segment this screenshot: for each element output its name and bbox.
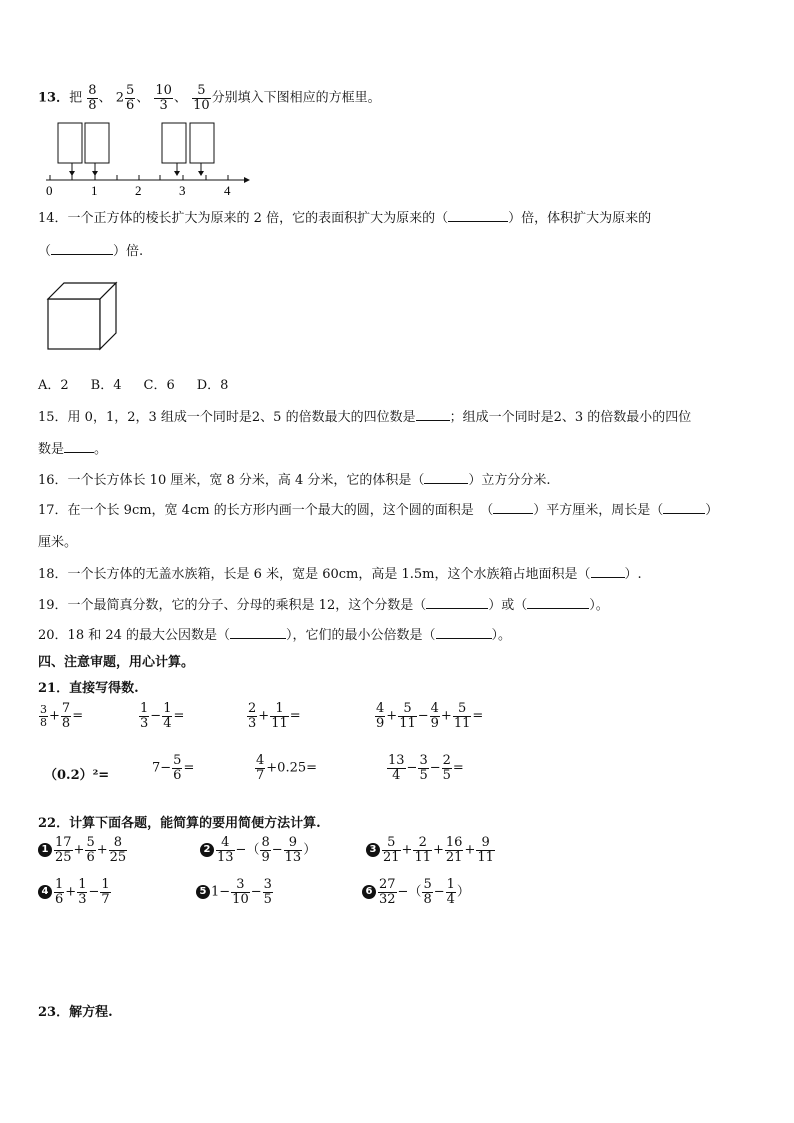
answer-box-4[interactable] — [190, 123, 214, 163]
q13-text: 13．把 $\frac{8}{8}$ 、 2 $\frac{5}{6}$ 、 $\frac{10}{3}$ 、 $\frac{5}{10}$ 分别填入下图相应的方框里。 — [38, 83, 381, 113]
q21-p6: 7− $\frac{5}{6}$ = — [152, 753, 195, 783]
q14-options — [38, 374, 250, 393]
circled-4: 4 — [38, 885, 52, 899]
q21-p7: $\frac{4}{7}$ +0.25= — [256, 753, 318, 783]
tick-1: 1 — [91, 183, 98, 198]
option-d[interactable]: D．8 — [196, 378, 229, 393]
q22-e1: 1 $\frac{17}{25}$ + $\frac{5}{6}$ + $\frac{8}{25}$ — [38, 836, 128, 864]
q14-line2: （ ）倍. — [38, 244, 144, 259]
q15-line2: 数是 。 — [38, 442, 108, 457]
number-line-figure — [38, 118, 258, 198]
q21-p2: $\frac{1}{3}$ − $\frac{1}{4}$ = — [140, 701, 185, 731]
q15-line1: 15．用 0，1，2，3 组成一个同时是2、5 的倍数最大的四位数是 ；组成一个同时是2、3 的倍数最小的四位 — [38, 410, 692, 425]
circled-6: 6 — [362, 885, 376, 899]
q18: 18．一个长方体的无盖水族箱，长是 6 米，宽是 60cm，高是 1.5m，这个水族箱占地面积是（ ）. — [38, 567, 642, 582]
q18-blank[interactable] — [591, 577, 625, 578]
q17-line2: 厘米。 — [38, 535, 78, 550]
q20-blank-1[interactable] — [230, 638, 286, 639]
tick-3: 3 — [179, 183, 186, 198]
q22-e4: 4 $\frac{1}{6}$ + $\frac{1}{3}$ − $\frac{1}{7}$ — [38, 878, 112, 906]
answer-box-1[interactable] — [58, 123, 82, 163]
q21-p1: $\frac{3}{8}$ + $\frac{7}{8}$ = — [40, 701, 84, 731]
q15-blank-2[interactable] — [64, 452, 94, 453]
answer-box-3[interactable] — [162, 123, 186, 163]
q21-p4: $\frac{4}{9}$ + $\frac{5}{11}$ − $\frac{4}{9}$ + $\frac{5}{11}$ = — [376, 701, 484, 731]
q16-blank[interactable] — [424, 483, 468, 484]
q21-p5: （0.2）²= — [44, 768, 110, 783]
q17-blank-2[interactable] — [663, 513, 705, 514]
tick-4: 4 — [224, 183, 231, 198]
q22-title: 22．计算下面各题，能简算的要用简便方法计算. — [38, 816, 321, 831]
tick-0: 0 — [46, 183, 53, 198]
circled-2: 2 — [200, 843, 214, 857]
option-b[interactable]: B．4 — [90, 378, 122, 393]
circled-5: 5 — [196, 885, 210, 899]
q14-blank-2[interactable] — [51, 254, 113, 255]
q16: 16．一个长方体长 10 厘米，宽 8 分米，高 4 分米，它的体积是（ ）立方分分米. — [38, 473, 551, 488]
q22-e5: 5 1− $\frac{3}{10}$ − $\frac{3}{5}$ — [196, 878, 274, 906]
q20-blank-2[interactable] — [436, 638, 492, 639]
q22-e6: 6 $\frac{27}{32}$ −（ $\frac{5}{8}$ − $\frac{1}{4}$ ） — [362, 878, 470, 906]
q19-blank-1[interactable] — [426, 608, 488, 609]
q21-title: 21．直接写得数. — [38, 681, 139, 696]
circled-1: 1 — [38, 843, 52, 857]
cube-figure — [46, 281, 120, 353]
q19-blank-2[interactable] — [527, 608, 589, 609]
q14-blank-1[interactable] — [448, 221, 508, 222]
q17-line1: 17．在一个长 9cm，宽 4cm 的长方形内画一个最大的圆，这个圆的面积是 （ ）平方厘米，周长是（ ） — [38, 503, 719, 518]
q22-e2: 2 $\frac{4}{13}$ −（ $\frac{8}{9}$ − $\frac{9}{13}$ ） — [200, 836, 316, 864]
q22-e3: 3 $\frac{5}{21}$ + $\frac{2}{11}$ + $\frac{16}{21}$ + $\frac{9}{11}$ — [366, 836, 496, 864]
q15-blank-1[interactable] — [416, 420, 450, 421]
q14-line1: 14．一个正方体的棱长扩大为原来的 2 倍，它的表面积扩大为原来的（ ）倍，体积扩大为原来的 — [38, 211, 652, 226]
answer-box-2[interactable] — [85, 123, 109, 163]
q17-blank-1[interactable] — [493, 513, 533, 514]
q20: 20．18 和 24 的最大公因数是（ ），它们的最小公倍数是（ ）。 — [38, 628, 512, 643]
option-c[interactable]: C．6 — [143, 378, 175, 393]
q21-p8: $\frac{13}{4}$ − $\frac{3}{5}$ − $\frac{2}{5}$ = — [388, 753, 464, 783]
section-heading: 四、注意审题，用心计算。 — [38, 655, 195, 670]
q19: 19．一个最简真分数，它的分子、分母的乘积是 12，这个分数是（ ）或（ ）。 — [38, 598, 609, 613]
q23-title: 23．解方程. — [38, 1005, 113, 1020]
q21-p3: $\frac{2}{3}$ + $\frac{1}{11}$ = — [248, 701, 301, 731]
option-a[interactable]: A．2 — [38, 378, 69, 393]
circled-3: 3 — [366, 843, 380, 857]
tick-2: 2 — [135, 183, 142, 198]
